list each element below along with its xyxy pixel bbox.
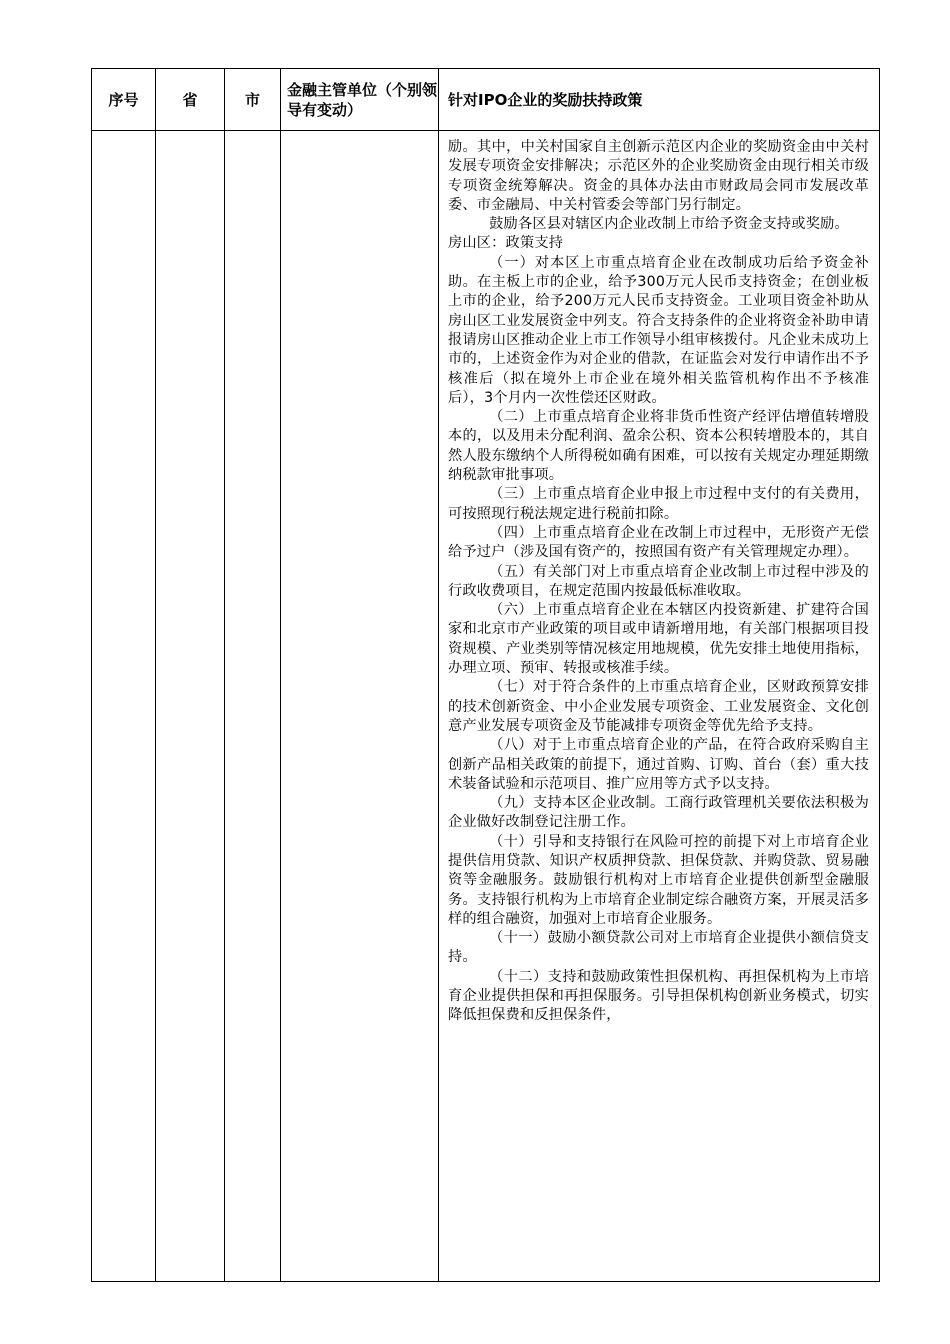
policy-paragraph: （六）上市重点培育企业在本辖区内投资新建、扩建符合国家和北京市产业政策的项目或申请新增用地，有关部门根据项目投资规模、产业类别等情况核定用地规模，优先安排土地使用指标，办理立项、预审、转报或核准手续。 [448, 602, 869, 677]
policy-text [439, 131, 879, 1281]
cell-province [156, 131, 225, 1282]
policy-paragraph: 励。其中，中关村国家自主创新示范区内企业的奖励资金由中关村发展专项资金安排解决；示范区外的企业奖励资金由现行相关市级专项资金统筹解决。资金的具体办法由市财政局会同市发展改革委、市金融局、中关村管委会等部门另行制定。 [448, 139, 869, 213]
policy-table [91, 68, 880, 1282]
policy-paragraph: （二）上市重点培育企业将非货币性资产经评估增值转增股本的，以及用未分配利润、盈余公积、资本公积转增股本的，其自然人股东缴纳个人所得税如确有困难，可以按有关规定办理延期缴纳税款审批事项。 [448, 409, 869, 484]
header-finance-unit: 金融主管单位（个别领导有变动） [281, 69, 439, 131]
policy-district-heading: 房山区：政策支持 [448, 235, 564, 252]
policy-paragraph: （十二）支持和鼓励政策性担保机构、再担保机构为上市培育企业提供担保和再担保服务。引导担保机构创新业务模式，切实降低担保费和反担保条件， [448, 968, 869, 1024]
policy-paragraph: 鼓励各区县对辖区内企业改制上市给予资金支持或奖励。 [489, 216, 849, 233]
policy-paragraph: （五）有关部门对上市重点培育企业改制上市过程中涉及的行政收费项目，在规定范围内按最低标准收取。 [448, 563, 869, 599]
header-city: 市 [225, 69, 281, 131]
policy-paragraph: （九）支持本区企业改制。工商行政管理机关要依法积极为企业做好改制登记注册工作。 [448, 795, 869, 831]
cell-finance-unit [281, 131, 439, 1282]
header-policy: 针对IPO企业的奖励扶持政策 [439, 69, 880, 131]
table-header-row [92, 69, 880, 131]
policy-paragraph: （四）上市重点培育企业在改制上市过程中，无形资产无偿给予过户（涉及国有资产的，按照国有资产有关管理规定办理）。 [448, 524, 869, 561]
policy-paragraph: （八）对于上市重点培育企业的产品，在符合政府采购自主创新产品相关政策的前提下，通过首购、订购、首台（套）重大技术装备试验和示范项目、推广应用等方式予以支持。 [448, 737, 869, 792]
cell-city [225, 131, 281, 1282]
policy-paragraph: （十）引导和支持银行在风险可控的前提下对上市培育企业提供信用贷款、知识产权质押贷款、担保贷款、并购贷款、贸易融资等金融服务。鼓励银行机构对上市培育企业提供创新型金融服务。支持银行机构为上市培育企业制定综合融资方案，开展灵活多样的组合融资，加强对上市培育企业服务。 [448, 833, 869, 927]
policy-paragraph: （三）上市重点培育企业申报上市过程中支付的有关费用，可按照现行税法规定进行税前扣除。 [448, 486, 869, 522]
header-province: 省 [156, 69, 225, 131]
policy-paragraph: （一）对本区上市重点培育企业在改制成功后给予资金补助。在主板上市的企业，给予300万元人民币支持资金；在创业板上市的企业，给予200万元人民币支持资金。工业项目资金补助从房山区工业发展资金中列支。符合支持条件的企业将资金补助申请报请房山区推动企业上市工作领导小组审核拨付。凡企业未成功上市的，上述资金作为对企业的借款，在证监会对发行申请作出不予核准后（拟在境外上市企业在境外相关监管机构作出不予核准后），3个月内一次性偿还区财政。 [448, 254, 869, 406]
policy-paragraph: （七）对于符合条件的上市重点培育企业，区财政预算安排的技术创新资金、中小企业发展专项资金、工业发展资金、文化创意产业发展专项资金及节能减排专项资金等优先给予支持。 [448, 679, 869, 734]
cell-seq [92, 131, 156, 1282]
cell-policy [439, 131, 880, 1282]
table-row [92, 131, 880, 1282]
header-seq: 序号 [92, 69, 156, 131]
policy-paragraph: （十一）鼓励小额贷款公司对上市培育企业提供小额信贷支持。 [448, 930, 869, 966]
